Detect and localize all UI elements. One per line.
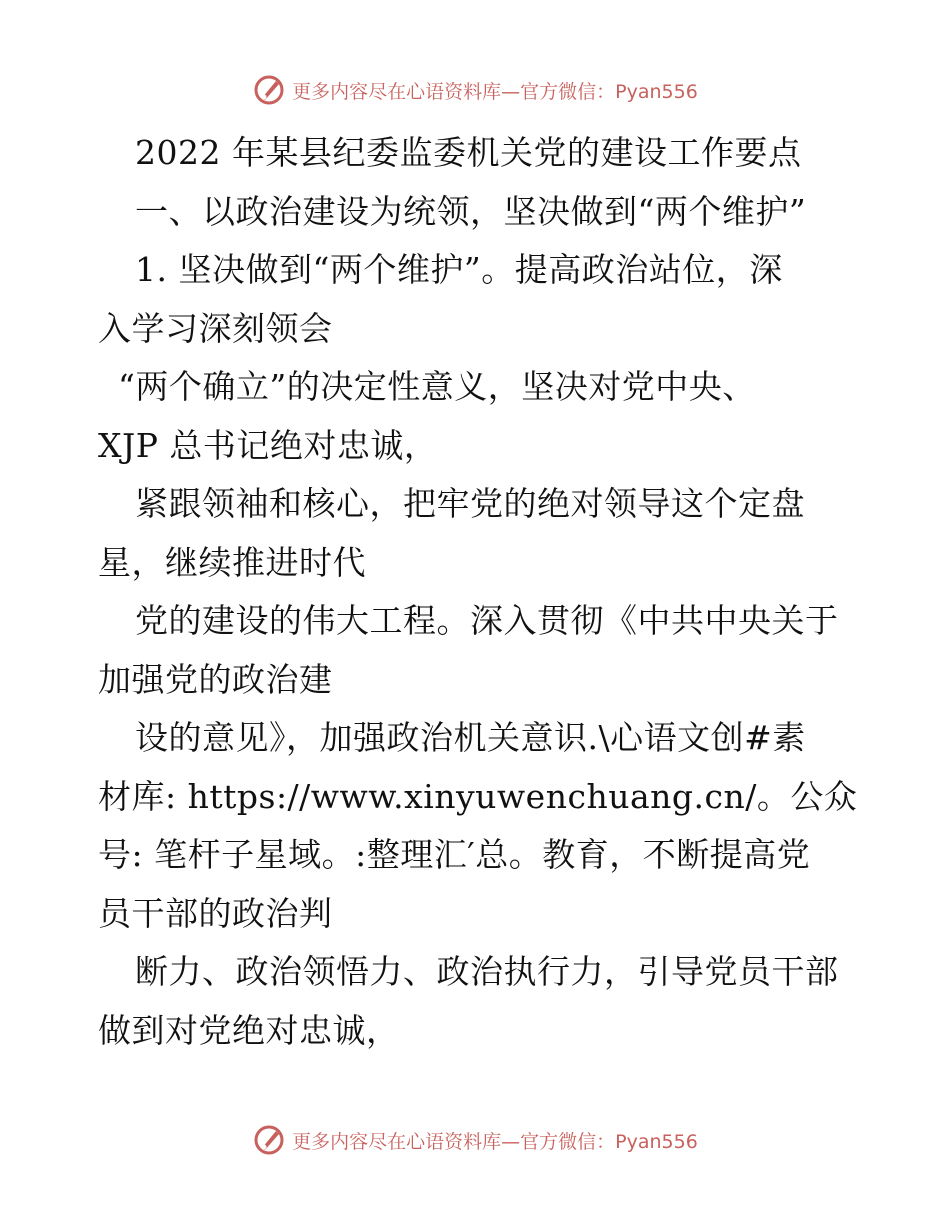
text-line: 做到对党绝对忠诚，: [98, 1010, 400, 1050]
text-line: “两个确立”的决定性意义，坚决对党中央、: [118, 367, 756, 406]
quill-logo-icon: [252, 1123, 286, 1157]
text-line: XJP 总书记绝对忠诚，: [98, 425, 438, 465]
document-title: 2022 年某县纪委监委机关党的建设工作要点: [135, 133, 802, 172]
header-banner: [0, 70, 950, 110]
text-line: 党的建设的伟大工程。深入贯彻《中共中央关于: [135, 601, 839, 640]
quill-logo-icon: [252, 73, 286, 107]
text-line: 1. 坚决做到“两个维护”。提高政治站位，深: [135, 250, 783, 289]
banner-text: 更多内容尽在心语资料库—官方微信：Pyan556: [292, 1130, 698, 1153]
text-line: 星，继续推进时代: [98, 542, 366, 582]
text-line: 员干部的政治判: [98, 893, 333, 933]
text-line: 紧跟领袖和核心，把牢党的绝对领导这个定盘: [135, 484, 805, 523]
text-line: 入学习深刻领会: [98, 308, 333, 348]
section-heading: 一、以政治建设为统领，坚决做到“两个维护”: [135, 191, 807, 231]
banner-text: 更多内容尽在心语资料库—官方微信：Pyan556: [292, 80, 698, 103]
text-line: 加强党的政治建: [98, 659, 333, 699]
text-line: 材库: https://www.xinyuwenchuang.cn/。公众: [98, 776, 858, 816]
document-body: [98, 124, 858, 1060]
text-line: 号: 笔杆子星域。:整理汇′总。教育，不断提高党: [98, 835, 811, 874]
footer-banner: [0, 1120, 950, 1160]
text-line: 断力、政治领悟力、政治执行力，引导党员干部: [135, 952, 839, 991]
text-line: 设的意见》，加强政治机关意识.\心语文创#素: [135, 718, 806, 757]
